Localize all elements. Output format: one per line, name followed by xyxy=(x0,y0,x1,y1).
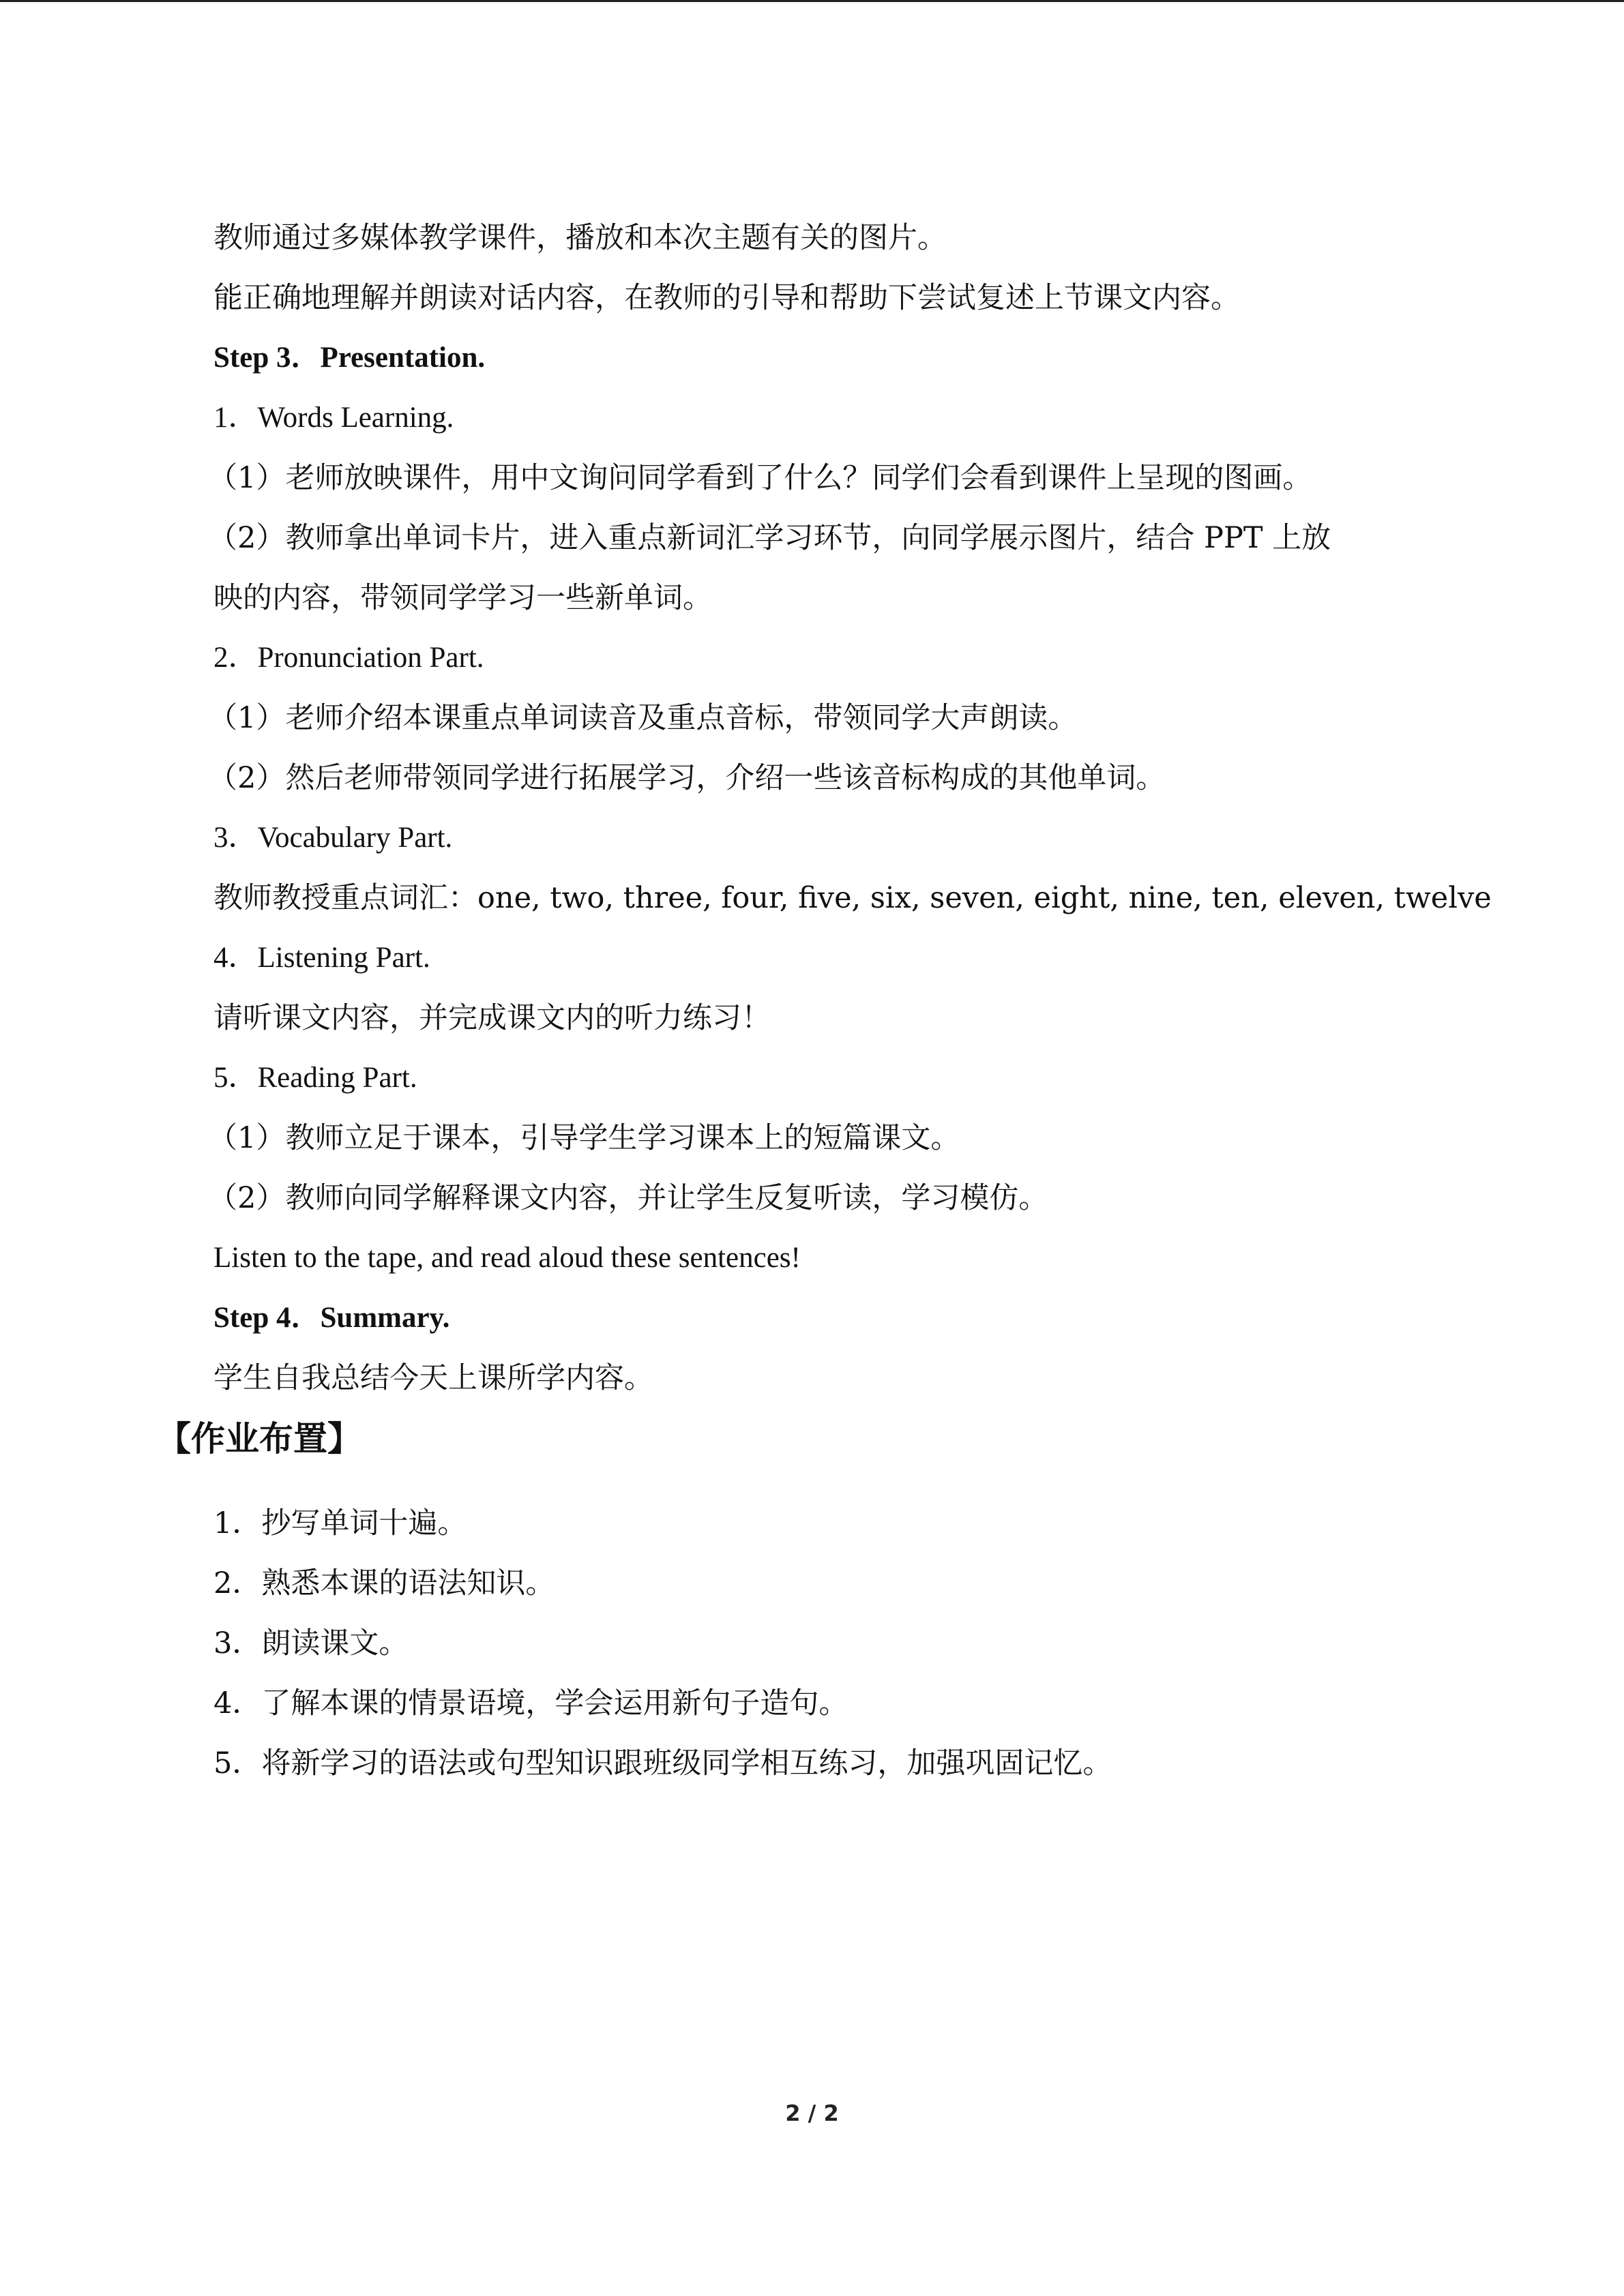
vocabulary-text: 教师教授重点词汇：one, two, three, four, five, six, seven, eight, nine, ten, eleven, twelve xyxy=(213,881,1492,915)
list-item-title: 5．Reading Part. xyxy=(213,1062,417,1094)
homework-item: 3．朗读课文。 xyxy=(213,1626,409,1660)
sub-item: （1）老师介绍本课重点单词读音及重点音标，带领同学大声朗读。 xyxy=(208,701,1078,735)
list-item-title: 4．Listening Part. xyxy=(213,942,430,974)
paragraph: 请听课文内容，并完成课文内的听力练习！ xyxy=(213,1001,771,1035)
page-number: 2 / 2 xyxy=(785,2100,839,2126)
step-heading: Step 3．Presentation. xyxy=(213,342,486,374)
paragraph: 能正确地理解并朗读对话内容，在教师的引导和帮助下尝试复述上节课文内容。 xyxy=(213,281,1240,315)
list-item-title: 1．Words Learning. xyxy=(213,402,454,434)
top-border-line xyxy=(0,0,1624,2)
step-heading: Step 4．Summary. xyxy=(213,1302,450,1334)
lesson-body xyxy=(208,208,1492,1408)
homework-heading: 【作业布置】 xyxy=(157,1419,361,1459)
homework-item: 4．了解本课的情景语境，学会运用新句子造句。 xyxy=(213,1686,848,1720)
list-item-title: 3．Vocabulary Part. xyxy=(213,822,453,854)
homework-list xyxy=(213,1493,1455,1793)
sub-item: （2）然后老师带领同学进行拓展学习，介绍一些该音标构成的其他单词。 xyxy=(208,761,1166,795)
sub-item-continuation: 映的内容，带领同学学习一些新单词。 xyxy=(213,581,712,615)
paragraph: 教师通过多媒体教学课件，播放和本次主题有关的图片。 xyxy=(213,221,947,255)
paragraph: Listen to the tape, and read aloud these sentences! xyxy=(213,1242,801,1274)
sub-item: （2）教师向同学解释课文内容，并让学生反复听读，学习模仿。 xyxy=(208,1181,1048,1215)
paragraph: 学生自我总结今天上课所学内容。 xyxy=(213,1361,653,1395)
sub-item: （1）教师立足于课本，引导学生学习课本上的短篇课文。 xyxy=(208,1121,960,1155)
sub-item: （1）老师放映课件，用中文询问同学看到了什么？同学们会看到课件上呈现的图画。 xyxy=(208,461,1312,495)
homework-item: 5．将新学习的语法或句型知识跟班级同学相互练习，加强巩固记忆。 xyxy=(213,1746,1112,1780)
sub-item: （2）教师拿出单词卡片，进入重点新词汇学习环节，向同学展示图片，结合 PPT 上放 xyxy=(208,521,1331,555)
list-item-title: 2．Pronunciation Part. xyxy=(213,642,484,674)
homework-item: 1．抄写单词十遍。 xyxy=(213,1506,467,1540)
homework-item: 2．熟悉本课的语法知识。 xyxy=(213,1566,555,1600)
